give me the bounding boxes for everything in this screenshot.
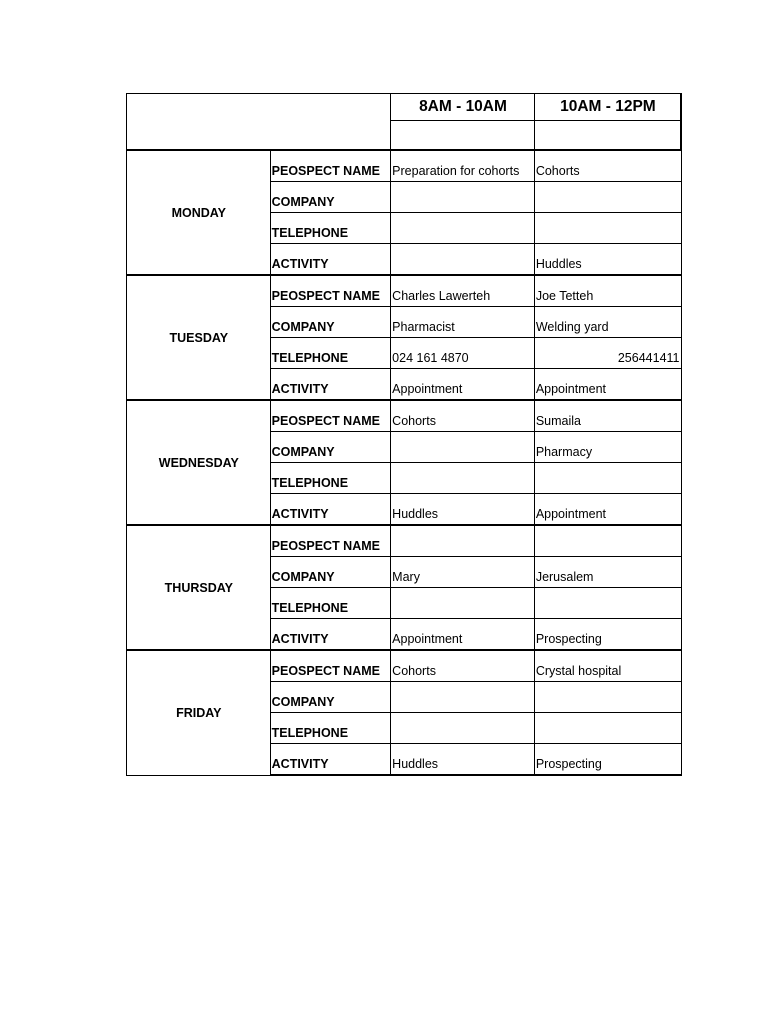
slot1-cell xyxy=(391,713,535,744)
field-label: PEOSPECT NAME xyxy=(270,150,391,182)
slot2-cell: Cohorts xyxy=(534,150,681,182)
field-label: TELEPHONE xyxy=(270,713,391,744)
slot1-cell: Mary xyxy=(391,557,535,588)
field-label: COMPANY xyxy=(270,682,391,713)
day-label-monday: MONDAY xyxy=(127,150,271,275)
field-label: TELEPHONE xyxy=(270,588,391,619)
slot2-spacer-cell xyxy=(534,121,681,151)
field-label: PEOSPECT NAME xyxy=(270,650,391,682)
slot1-cell: Cohorts xyxy=(391,650,535,682)
field-label: PEOSPECT NAME xyxy=(270,275,391,307)
slot2-cell xyxy=(534,213,681,244)
field-label: ACTIVITY xyxy=(270,244,391,276)
slot1-cell: 024 161 4870 xyxy=(391,338,535,369)
slot1-cell: Preparation for cohorts xyxy=(391,150,535,182)
field-label: COMPANY xyxy=(270,182,391,213)
slot2-cell: Sumaila xyxy=(534,400,681,432)
schedule-sheet xyxy=(126,93,682,776)
slot-header-8am-10am: 8AM - 10AM xyxy=(391,94,535,121)
slot1-cell xyxy=(391,432,535,463)
field-label: ACTIVITY xyxy=(270,494,391,526)
day-label-tuesday: TUESDAY xyxy=(127,275,271,400)
day-label-thursday: THURSDAY xyxy=(127,525,271,650)
schedule-row xyxy=(127,150,682,182)
weekly-schedule-table xyxy=(126,93,682,776)
slot2-cell: Jerusalem xyxy=(534,557,681,588)
slot2-cell: Prospecting xyxy=(534,744,681,776)
field-label: PEOSPECT NAME xyxy=(270,525,391,557)
slot1-cell xyxy=(391,682,535,713)
slot1-cell: Huddles xyxy=(391,494,535,526)
slot2-cell: 256441411 xyxy=(534,338,681,369)
slot2-cell: Joe Tetteh xyxy=(534,275,681,307)
slot2-cell: Prospecting xyxy=(534,619,681,651)
schedule-body xyxy=(127,94,682,776)
day-label-wednesday: WEDNESDAY xyxy=(127,400,271,525)
slot2-cell: Pharmacy xyxy=(534,432,681,463)
slot1-cell xyxy=(391,182,535,213)
schedule-row xyxy=(127,275,682,307)
slot2-cell: Appointment xyxy=(534,494,681,526)
slot1-cell: Huddles xyxy=(391,744,535,776)
slot1-cell xyxy=(391,463,535,494)
slot1-cell: Charles Lawerteh xyxy=(391,275,535,307)
field-label: ACTIVITY xyxy=(270,744,391,776)
slot1-cell: Pharmacist xyxy=(391,307,535,338)
slot1-cell: Cohorts xyxy=(391,400,535,432)
field-label: TELEPHONE xyxy=(270,338,391,369)
slot1-cell: Appointment xyxy=(391,619,535,651)
field-label: ACTIVITY xyxy=(270,369,391,401)
field-label: TELEPHONE xyxy=(270,213,391,244)
corner-cell xyxy=(127,94,391,151)
field-label: TELEPHONE xyxy=(270,463,391,494)
slot2-cell: Crystal hospital xyxy=(534,650,681,682)
header-row xyxy=(127,94,682,121)
slot2-cell xyxy=(534,713,681,744)
slot1-cell xyxy=(391,525,535,557)
field-label: COMPANY xyxy=(270,557,391,588)
slot1-cell xyxy=(391,213,535,244)
slot2-cell xyxy=(534,463,681,494)
schedule-row xyxy=(127,400,682,432)
slot2-cell: Huddles xyxy=(534,244,681,276)
field-label: PEOSPECT NAME xyxy=(270,400,391,432)
slot1-cell xyxy=(391,244,535,276)
field-label: COMPANY xyxy=(270,432,391,463)
schedule-row xyxy=(127,650,682,682)
field-label: COMPANY xyxy=(270,307,391,338)
slot1-cell xyxy=(391,588,535,619)
slot2-cell xyxy=(534,525,681,557)
slot-header-10am-12pm: 10AM - 12PM xyxy=(534,94,681,121)
schedule-row xyxy=(127,525,682,557)
slot1-spacer-cell xyxy=(391,121,535,151)
slot2-cell xyxy=(534,182,681,213)
field-label: ACTIVITY xyxy=(270,619,391,651)
slot2-cell xyxy=(534,682,681,713)
slot2-cell xyxy=(534,588,681,619)
slot1-cell: Appointment xyxy=(391,369,535,401)
day-label-friday: FRIDAY xyxy=(127,650,271,775)
slot2-cell: Welding yard xyxy=(534,307,681,338)
slot2-cell: Appointment xyxy=(534,369,681,401)
